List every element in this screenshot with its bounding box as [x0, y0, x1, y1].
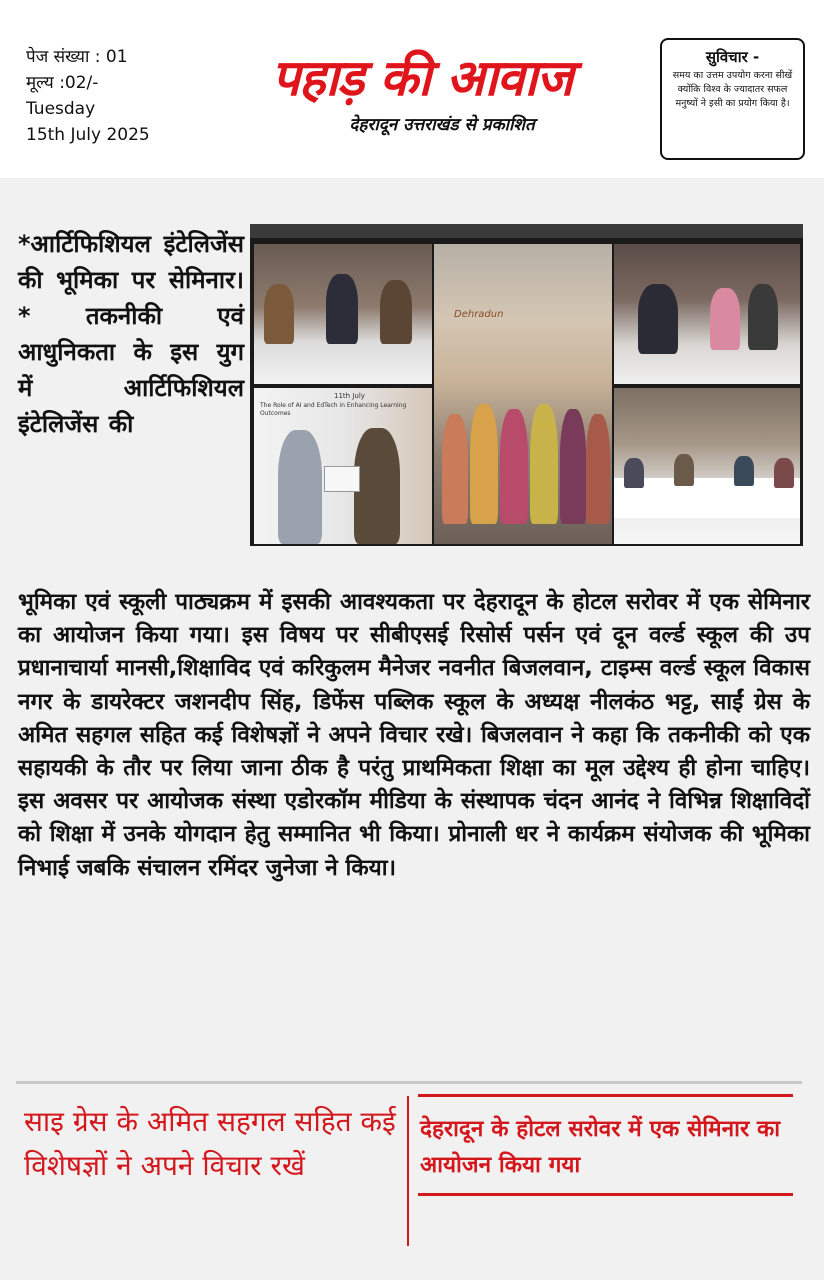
thought-of-day-box [660, 38, 805, 160]
article-body: भूमिका एवं स्कूली पाठ्यक्रम में इसकी आवश्यकता पर देहरादून के होटल सरोवर में एक सेमिनार का आयोजन किया गया। इस विषय पर सीबीएसई रिसोर्स पर्सन एवं दून वर्ल्ड स्कूल की उप प्रधानाचार्या मानसी,शिक्षाविद एवं करिकुलम मैनेजर नवनीत बिजलवान, टाइम्स वर्ल्ड स्कूल विकास नगर के डायरेक्टर जशनदीप सिंह, डिफेंस पब्लिक स्कूल के अध्यक्ष नीलकंठ भट्ट, साईं ग्रेस के अमित सहगल सहित कई विशेषज्ञों ने अपने विचार रखे। बिजलवान ने कहा कि तकनीकी को एक सहायकी के तौर पर लिया जाना ठीक है परंतु प्राथमिकता शिक्षा का मूल उद्देश्य ही होना चाहिए। इस अवसर पर आयोजक संस्था एडोरकॉम मीडिया के संस्थापक चंदन आनंद ने विभिन्न शिक्षाविदों को शिक्षा में उनके योगदान हेतु सम्मानित भी किया। प्रोनाली धर ने कार्यक्रम संयोजक की भूमिका निभाई जबकि संचालन रमिंदर जुनेजा ने किया। [18, 589, 810, 881]
price: मूल्य :02/- [26, 73, 99, 93]
newspaper-subtitle: देहरादून उत्तराखंड से प्रकाशित [349, 115, 535, 135]
highlight-quote-left: साइ ग्रेस के अमित सहगल सहित कई विशेषज्ञों ने अपने विचार रखें [24, 1105, 396, 1182]
highlight-separator [407, 1096, 409, 1246]
banner-title: The Role of AI and EdTech in Enhancing Learning Outcomes [260, 402, 407, 417]
newspaper-brand [222, 48, 622, 136]
award-ceremony-photo [254, 388, 432, 544]
banner-date: 11th July [334, 392, 365, 400]
city-sign: Dehradun [454, 309, 504, 320]
newspaper-title: पहाड़ की आवाज [271, 49, 573, 107]
masthead [0, 0, 824, 178]
audience-photo [614, 388, 800, 544]
event-photo-collage [250, 224, 803, 546]
issue-meta [26, 44, 150, 148]
article-headline: *आर्टिफिशियल इंटेलिजेंस की भूमिका पर सेमिनार।* तकनीकी एवं आधुनिकता के इस युग में आर्टिफिशियल इंटेलिजेंस की [18, 230, 244, 438]
section-divider [16, 1081, 802, 1084]
issue-date: 15th July 2025 [26, 125, 150, 145]
highlight-quote-right: देहरादून के होटल सरोवर में एक सेमिनार का आयोजन किया गया [418, 1094, 793, 1196]
panel-discussion-photo [254, 244, 432, 384]
issue-day: Tuesday [26, 99, 96, 119]
thought-text: समय का उत्तम उपयोग करना सीखें क्योंकि विश्व के ज्यादातर सफल मनुष्यों ने इसी का प्रयोग किया है। [672, 70, 793, 109]
group-photo [434, 244, 612, 544]
speaker-photo [614, 244, 800, 384]
page-number: पेज संख्या : 01 [26, 47, 128, 67]
thought-title: सुविचार - [705, 48, 760, 66]
